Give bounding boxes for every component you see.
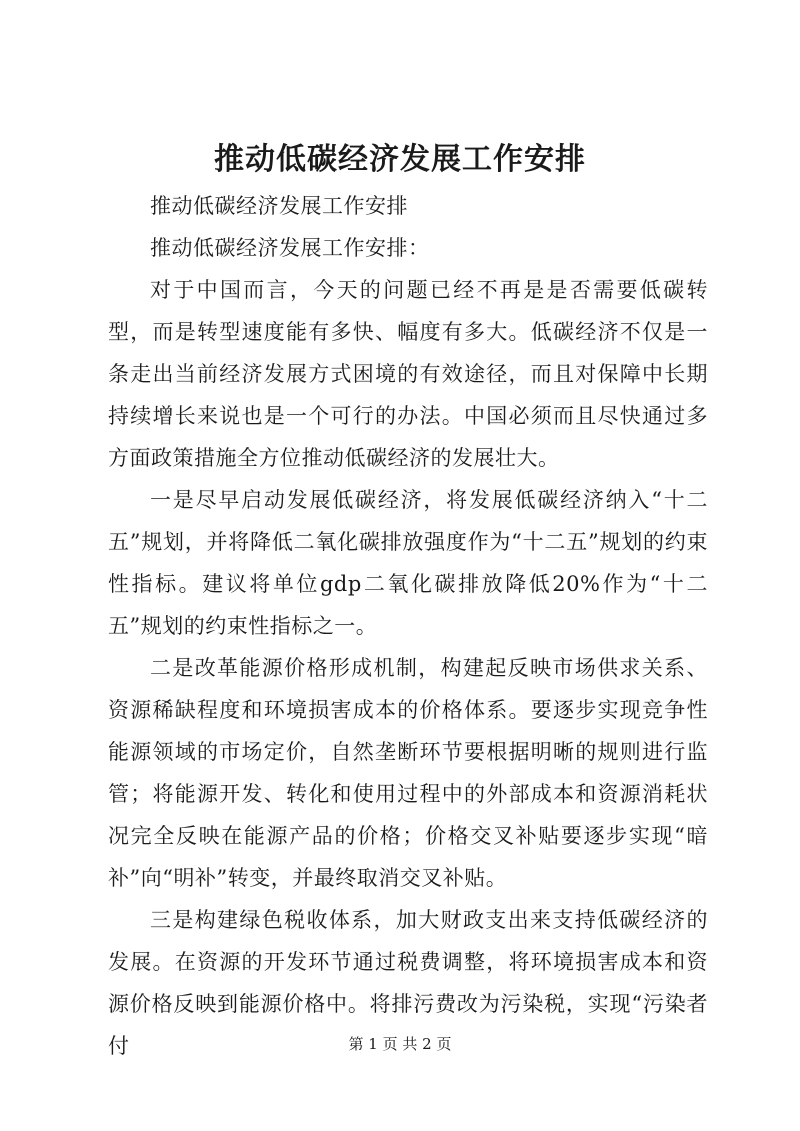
paragraph-point-two: 二是改革能源价格形成机制，构建起反映市场供求关系、资源稀缺程度和环境损害成本的价格体系。要逐步实现竞争性能源领域的市场定价，自然垄断环节要根据明晰的规则进行监管；将能源开发、转化和使用过程中的外部成本和资源消耗状况完全反映在能源产品的价格；价格交叉补贴要逐步实现“暗补”向“明补”转变，并最终取消交叉补贴。 — [108, 656, 708, 890]
document-body — [108, 185, 708, 1067]
document-title: 推动低碳经济发展工作安排 — [214, 142, 586, 177]
paragraph-subtitle: 推动低碳经济发展工作安排 — [150, 194, 408, 218]
paragraph-point-one: 一是尽早启动发展低碳经济，将发展低碳经济纳入“十二五”规划，并将降低二氧化碳排放强度作为“十二五”规划的约束性指标。建议将单位gdp二氧化碳排放降低20%作为“十二五”规划的约束性指标之一。 — [108, 488, 708, 638]
paragraph-point-three: 三是构建绿色税收体系，加大财政支出来支持低碳经济的发展。在资源的开发环节通过税费调整，将环境损害成本和资源价格反映到能源价格中。将排污费改为污染税，实现“污染者付 — [108, 908, 708, 1058]
paragraph-heading: 推动低碳经济发展工作安排： — [150, 236, 430, 260]
page-footer: 第 1 页 共 2 页 — [348, 1035, 452, 1053]
paragraph-intro: 对于中国而言，今天的问题已经不再是是否需要低碳转型，而是转型速度能有多快、幅度有多大。低碳经济不仅是一条走出当前经济发展方式困境的有效途径，而且对保障中长期持续增长来说也是一个可行的办法。中国必须而且尽快通过多方面政策措施全方位推动低碳经济的发展壮大。 — [108, 278, 708, 470]
